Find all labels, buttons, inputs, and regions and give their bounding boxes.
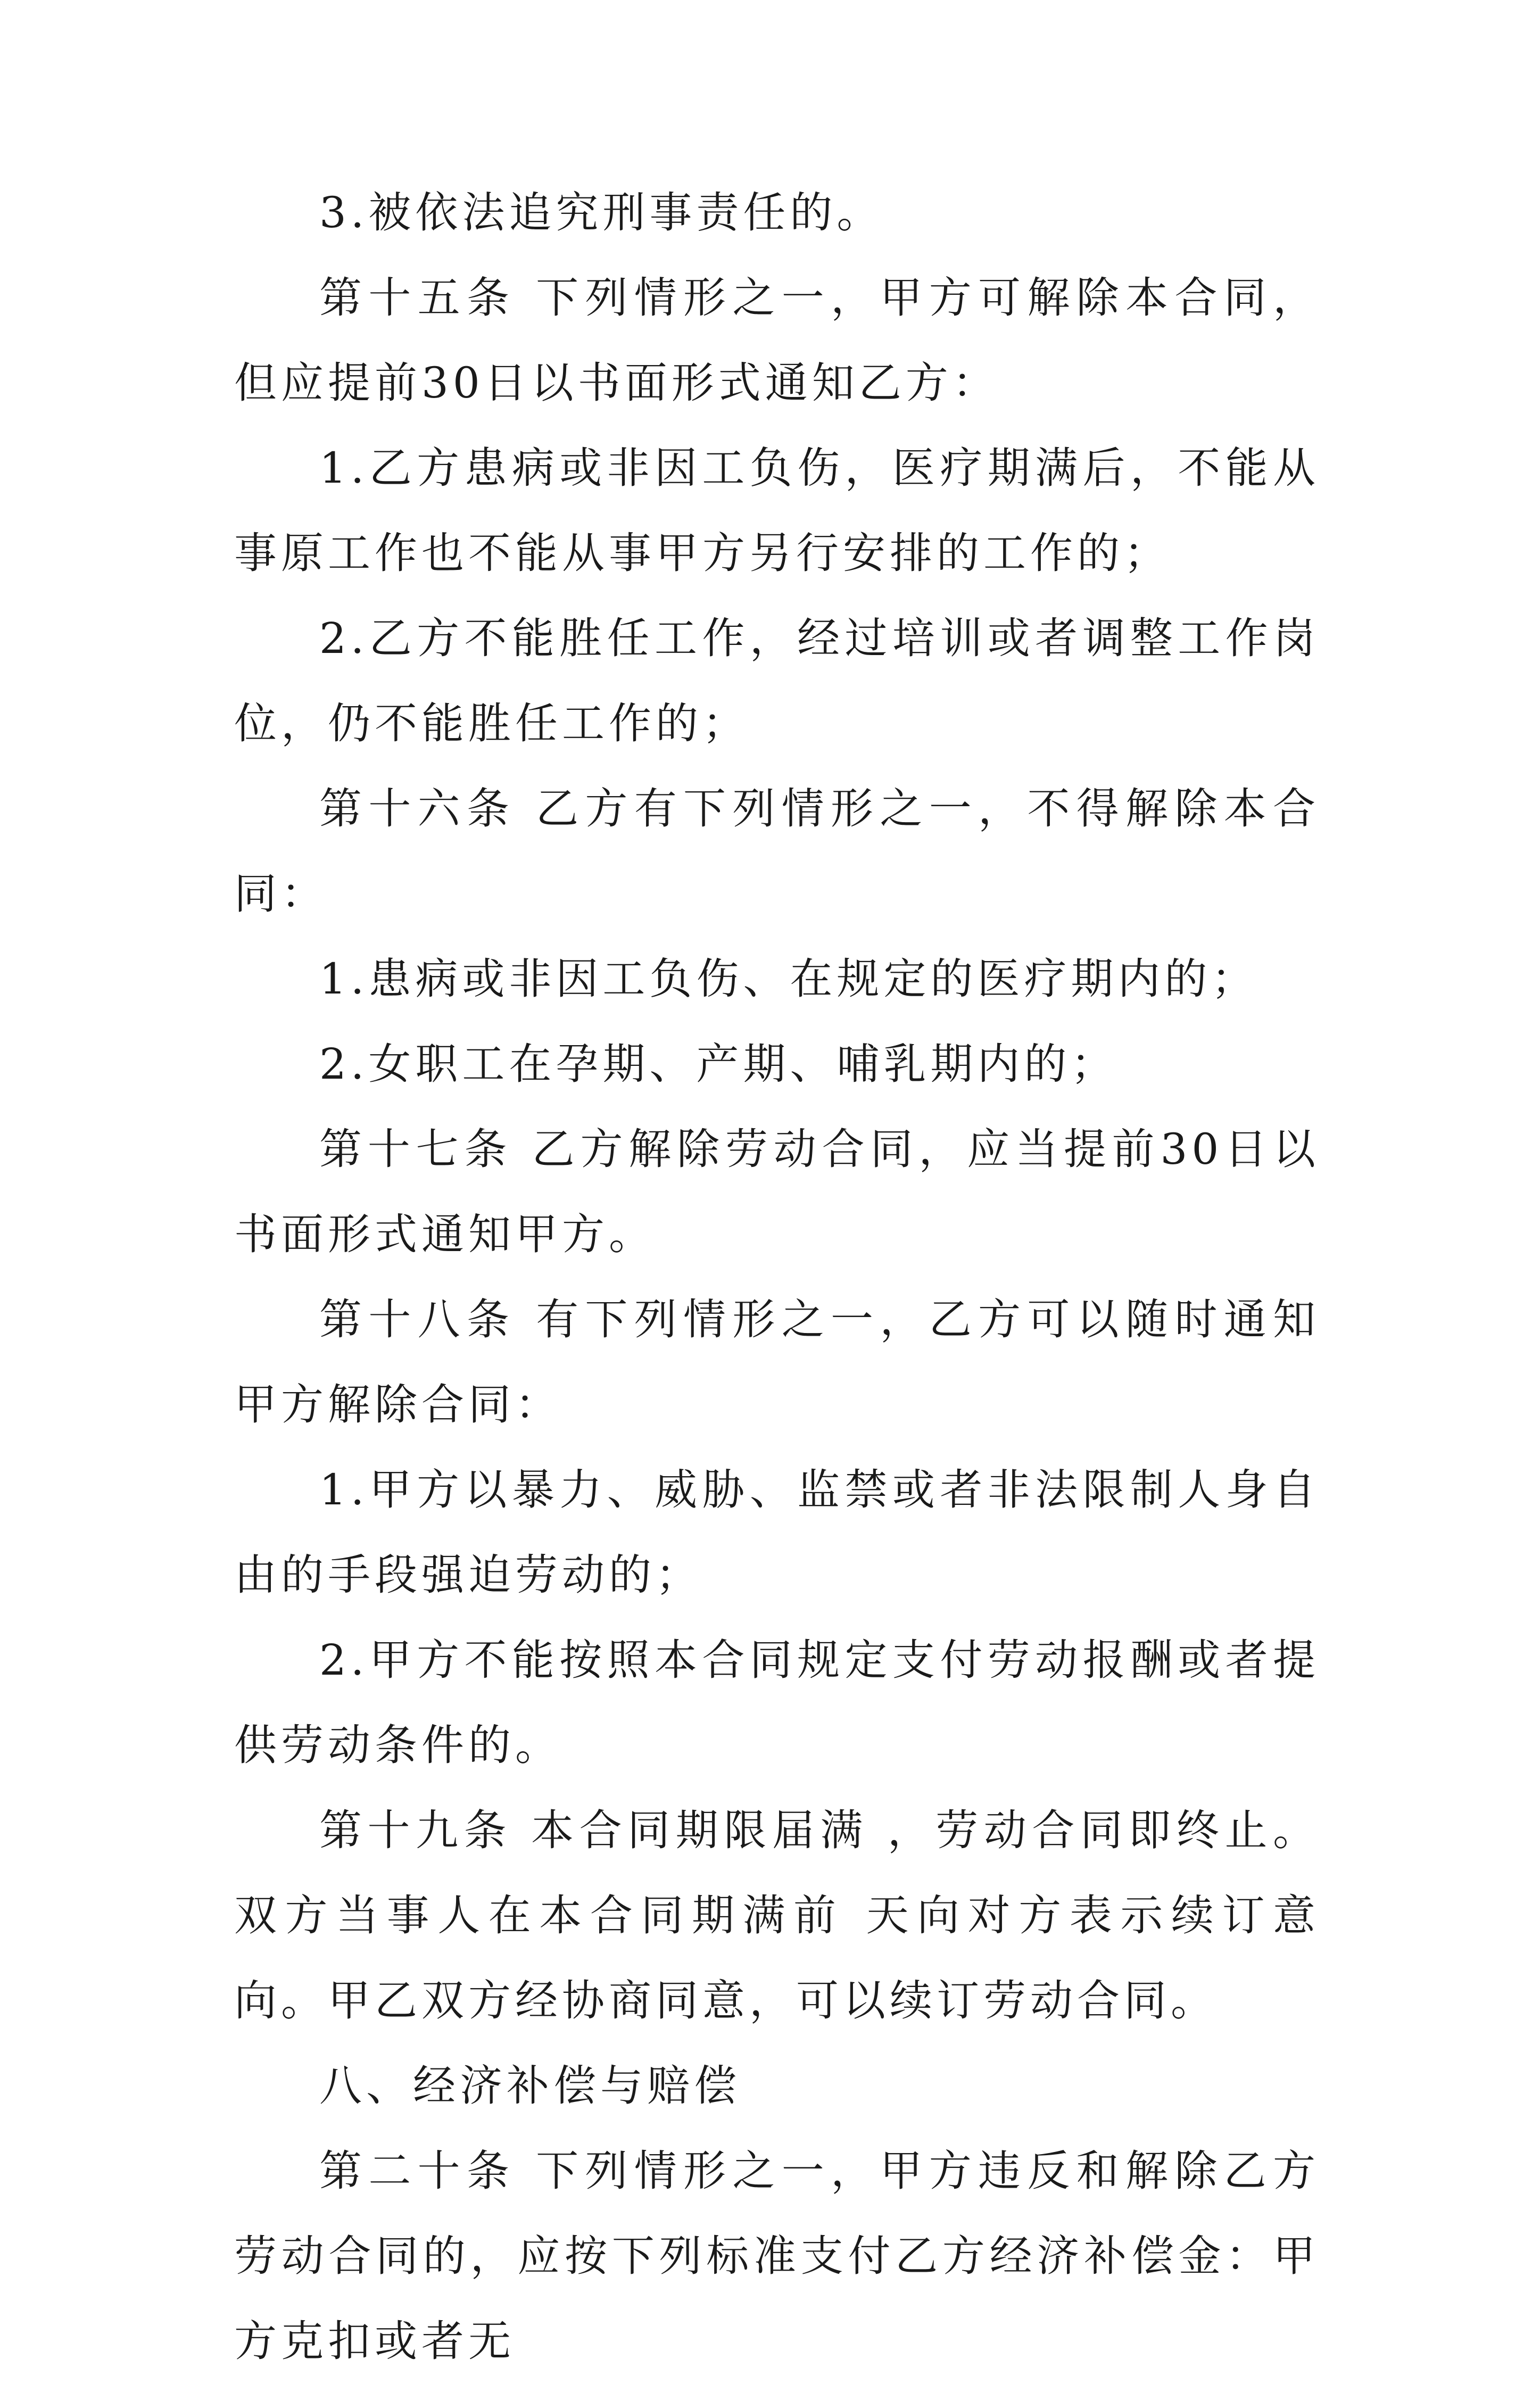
paragraph-item-3: 3.被依法追究刑事责任的。 bbox=[319, 188, 884, 237]
article-18-item-1: 1.甲方以暴力、威胁、监禁或者非法限制人身自由的手段强迫劳动的； bbox=[234, 1465, 1320, 1600]
article-16-item-1: 1.患病或非因工负伤、在规定的医疗期内的； bbox=[319, 954, 1259, 1004]
article-18-item-2: 2.甲方不能按照本合同规定支付劳动报酬或者提供劳动条件的。 bbox=[234, 1635, 1320, 1770]
section-heading-8: 八、经济补偿与赔偿 bbox=[319, 2061, 741, 2110]
article-15-item-1: 1.乙方患病或非因工负伤，医疗期满后，不能从事原工作也不能从事甲方另行安排的工作的； bbox=[234, 443, 1320, 578]
article-16: 第十六条 乙方有下列情形之一，不得解除本合同： bbox=[234, 784, 1320, 918]
article-19: 第十九条 本合同期限届满 ，劳动合同即终止。双方当事人在本合同期满前 天向对方表示续订意向。甲乙双方经协商同意，可以续订劳动合同。 bbox=[234, 1806, 1320, 2025]
article-15-item-2: 2.乙方不能胜任工作，经过培训或者调整工作岗位，仍不能胜任工作的； bbox=[234, 614, 1320, 748]
article-15: 第十五条 下列情形之一，甲方可解除本合同，但应提前30日以书面形式通知乙方： bbox=[234, 273, 1320, 408]
article-18: 第十八条 有下列情形之一，乙方可以随时通知甲方解除合同： bbox=[234, 1295, 1320, 1429]
article-17: 第十七条 乙方解除劳动合同，应当提前30日以书面形式通知甲方。 bbox=[234, 1124, 1320, 1259]
article-16-item-2: 2.女职工在孕期、产期、哺乳期内的； bbox=[319, 1039, 1118, 1089]
article-20: 第二十条 下列情形之一，甲方违反和解除乙方劳动合同的，应按下列标准支付乙方经济补偿金：甲方克扣或者无 bbox=[234, 2146, 1320, 2366]
document-body bbox=[234, 170, 1320, 2384]
